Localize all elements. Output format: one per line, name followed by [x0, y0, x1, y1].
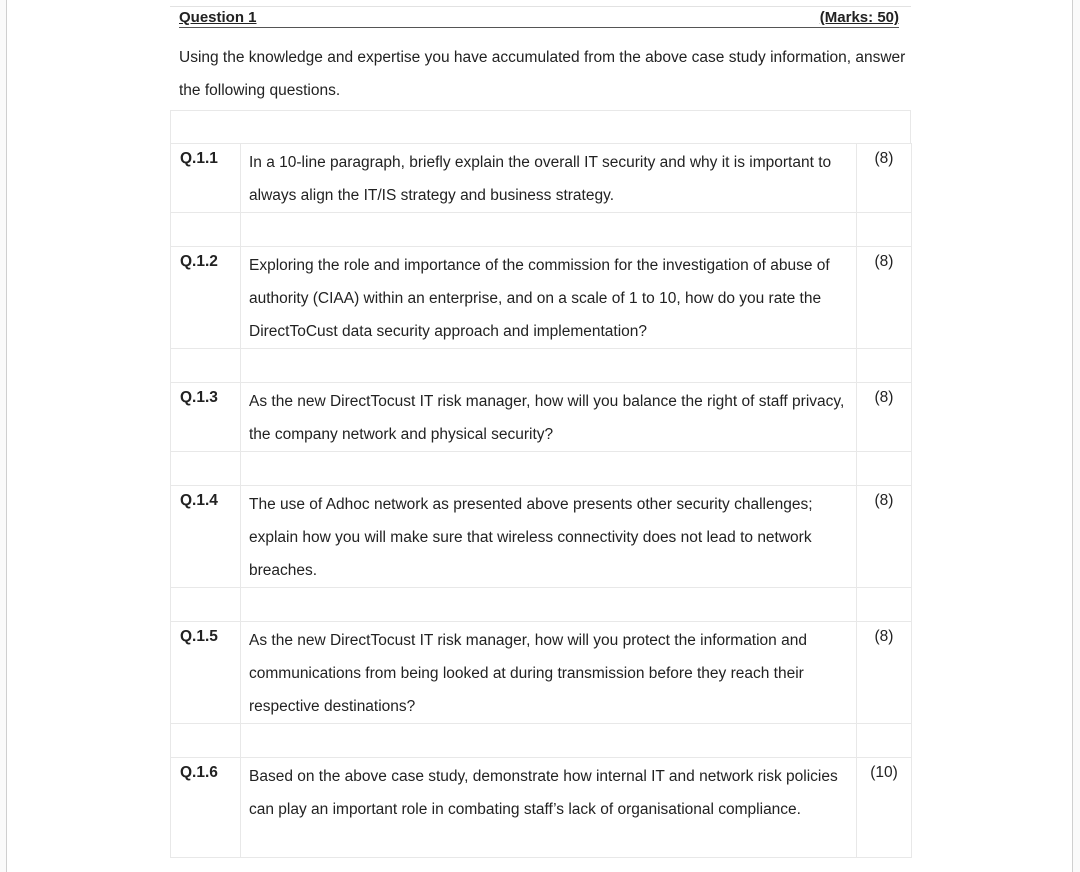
- document-page: [170, 6, 911, 858]
- page-edge-left: [0, 0, 7, 872]
- page-edge-right: [1072, 0, 1080, 872]
- spacer-row: [171, 724, 912, 758]
- question-text: As the new DirectTocust IT risk manager, how will you protect the information and communications from being looked at during transmission before they reach their respective destinations?: [241, 622, 857, 724]
- question-marks-cell: (8): [857, 486, 912, 588]
- question-marks-cell: (8): [857, 247, 912, 349]
- question-marks-cell: (8): [857, 383, 912, 452]
- question-marks-cell: (10): [857, 758, 912, 858]
- spacer-row: [171, 452, 912, 486]
- spacer-row: [171, 349, 912, 383]
- spacer-row: [171, 588, 912, 622]
- question-title: Question 1: [179, 9, 257, 26]
- question-number: Q.1.3: [171, 383, 241, 452]
- question-row: [171, 247, 912, 349]
- question-number: Q.1.5: [171, 622, 241, 724]
- question-marks: (Marks: 50): [819, 9, 899, 26]
- question-text: Based on the above case study, demonstrate how internal IT and network risk policies can play an important role in combating staff’s lack of organisational compliance.: [241, 758, 857, 858]
- question-number: Q.1.2: [171, 247, 241, 349]
- question-row: [171, 144, 912, 213]
- question-intro: Using the knowledge and expertise you have accumulated from the above case study information, answer the following questions.: [179, 49, 906, 99]
- question-row: [171, 486, 912, 588]
- question-text: The use of Adhoc network as presented above presents other security challenges; explain how you will make sure that wireless connectivity does not lead to network breaches.: [241, 486, 857, 588]
- question-row: [171, 622, 912, 724]
- question-text: As the new DirectTocust IT risk manager, how will you balance the right of staff privacy, the company network and physical security?: [241, 383, 857, 452]
- question-marks-cell: (8): [857, 144, 912, 213]
- header-rule: [179, 27, 899, 28]
- question-row: [171, 383, 912, 452]
- question-row: [171, 758, 912, 858]
- question-header: [170, 6, 911, 28]
- question-number: Q.1.4: [171, 486, 241, 588]
- question-marks-cell: (8): [857, 622, 912, 724]
- question-text: In a 10-line paragraph, briefly explain the overall IT security and why it is important to always align the IT/IS strategy and business strategy.: [241, 144, 857, 213]
- question-number: Q.1.6: [171, 758, 241, 858]
- question-number: Q.1.1: [171, 144, 241, 213]
- spacer-row: [171, 213, 912, 247]
- questions-table: [170, 143, 912, 858]
- question-text: Exploring the role and importance of the commission for the investigation of abuse of authority (CIAA) within an enterprise, and on a scale of 1 to 10, how do you rate the DirectToCust data security approach and implementation?: [241, 247, 857, 349]
- spacer-row: [170, 110, 911, 143]
